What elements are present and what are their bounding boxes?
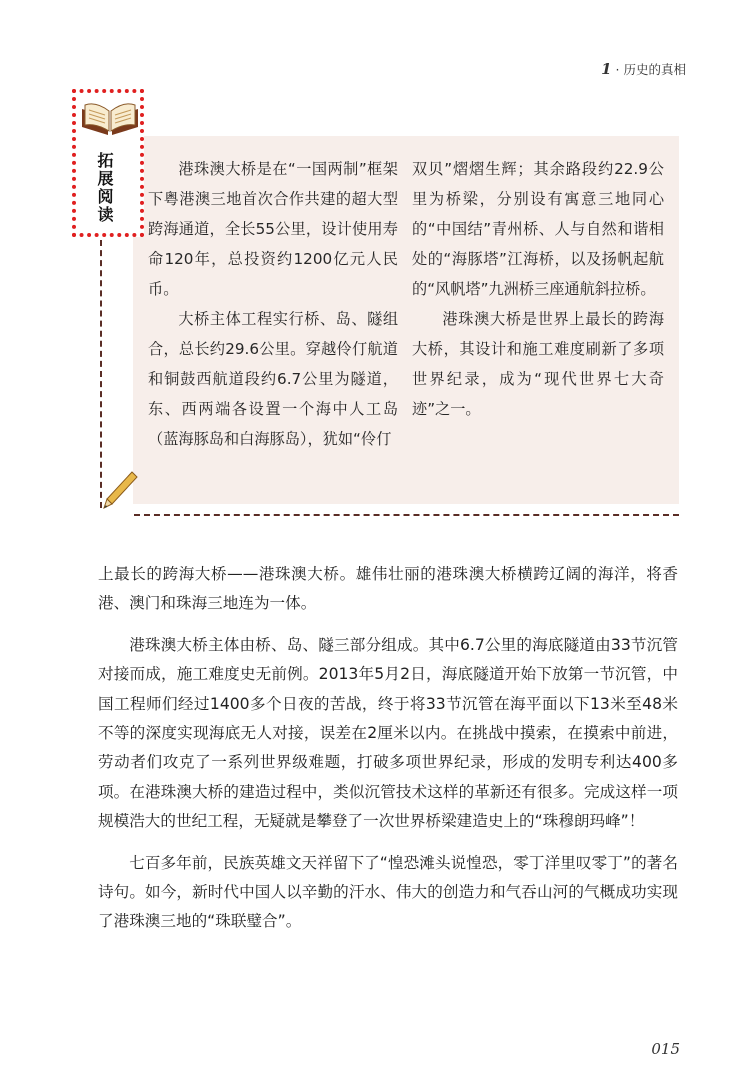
body-paragraph: 七百多年前，民族英雄文天祥留下了“惶恐滩头说惶恐，零丁洋里叹零丁”的著名诗句。如今，新时代中国人以辛勤的汗水、伟大的创造力和气吞山河的气概成功实现了港珠澳三地的“珠联璧合”。 [98,853,678,931]
sidebar-paragraph: 双贝”熠熠生辉；其余路段约22.9公里为桥梁，分别设有寓意三地同心的“中国结”青州桥、人与自然和谐相处的“海豚塔”江海桥，以及扬帆起航的“风帆塔”九洲桥三座通航斜拉桥。 [412,160,664,298]
sidebar-vertical-dashed-border [100,240,102,508]
sidebar-left-column [148,154,398,454]
sidebar-horizontal-dashed-border [134,514,679,516]
sidebar-paragraph: 大桥主体工程实行桥、岛、隧组合，总长约29.6公里。穿越伶仃航道和铜鼓西航道段约6.7公里为隧道，东、西两端各设置一个海中人工岛（蓝海豚岛和白海豚岛），犹如“伶仃 [148,310,398,448]
extended-reading-label: 拓展阅读 [95,152,114,224]
sidebar-paragraph: 港珠澳大桥是世界上最长的跨海大桥，其设计和施工难度刷新了多项世界纪录，成为“现代世界七大奇迹”之一。 [412,310,664,418]
sidebar-paragraph: 港珠澳大桥是在“一国两制”框架下粤港澳三地首次合作共建的超大型跨海通道，全长55公里，设计使用寿命120年，总投资约1200亿元人民币。 [148,160,398,298]
running-header [601,60,686,78]
body-paragraph: 上最长的跨海大桥——港珠澳大桥。雄伟壮丽的港珠澳大桥横跨辽阔的海洋，将香港、澳门和珠海三地连为一体。 [98,565,678,613]
header-separator: · [615,62,620,77]
main-body-text [98,560,678,949]
chapter-number: 1 [601,60,612,78]
page-number: 015 [651,1040,680,1058]
body-paragraph: 港珠澳大桥主体由桥、岛、隧三部分组成。其中6.7公里的海底隧道由33节沉管对接而成，施工难度史无前例。2013年5月2日，海底隧道开始下放第一节沉管，中国工程师们经过1400多个日夜的苦战，终于将33节沉管在海平面以下13米至48米不等的深度实现海底无人对接，误差在2厘米以内。在挑战中摸索，在摸索中前进，劳动者们攻克了一系列世界级难题，打破多项世界纪录，形成的发明专利达400多项。在港珠澳大桥的建造过程中，类似沉管技术这样的革新还有很多。完成这样一项规模浩大的世纪工程，无疑就是攀登了一次世界桥梁建造史上的“珠穆朗玛峰”！ [98,635,678,831]
sidebar-right-column [412,154,664,424]
pencil-icon [102,470,138,510]
chapter-title: 历史的真相 [623,62,686,77]
extended-reading-box [133,136,679,504]
open-book-icon [78,95,142,139]
